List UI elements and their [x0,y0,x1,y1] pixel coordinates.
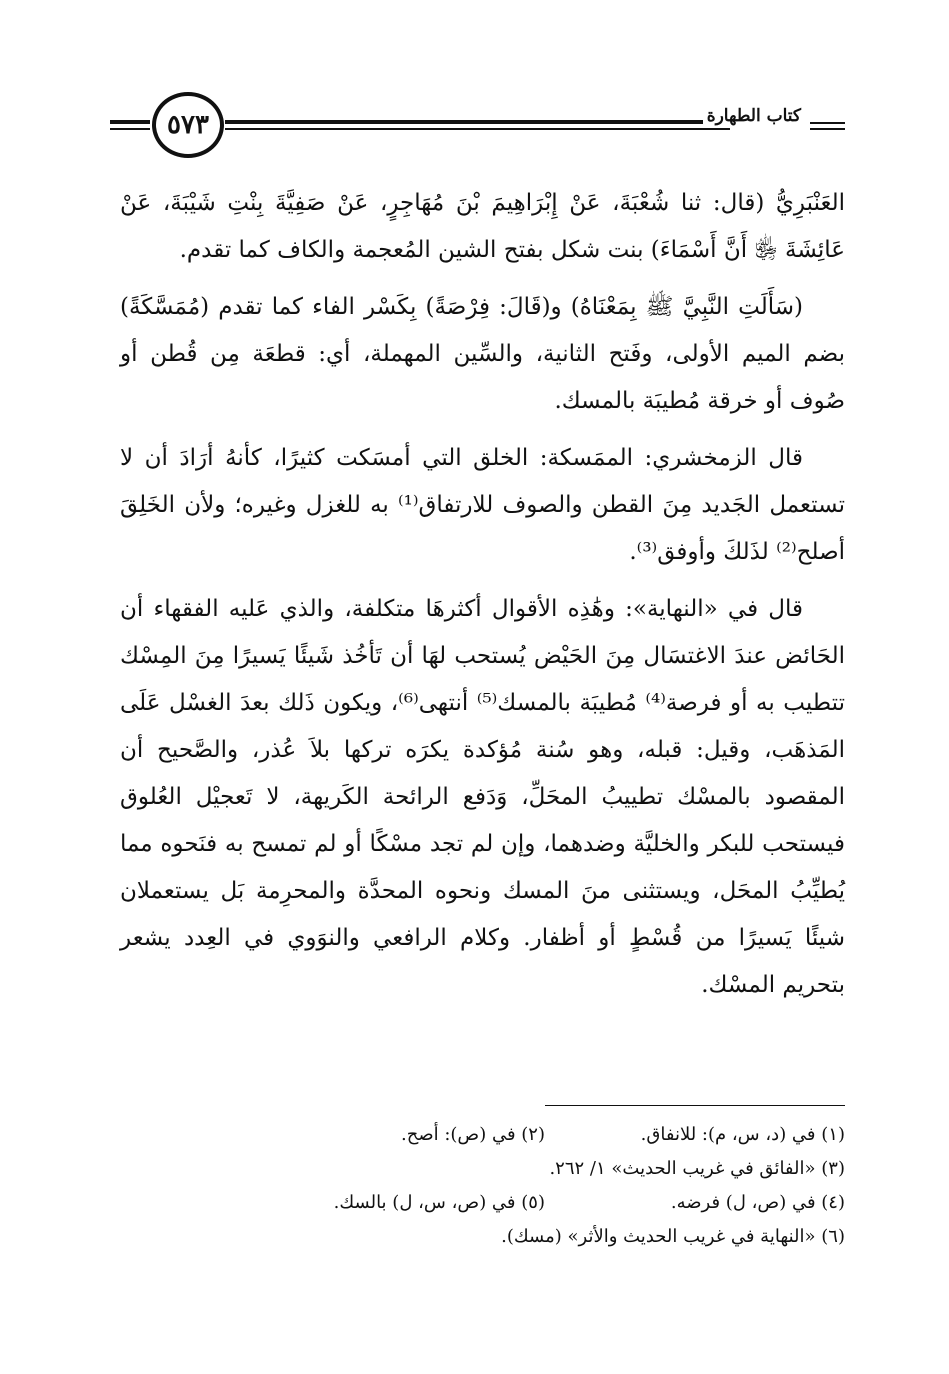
footnote: (٣) «الفائق في غريب الحديث» ١/ ٢٦٢. [549,1158,845,1179]
main-text [120,180,845,1019]
header-rule [810,128,845,130]
paragraph: قال الزمخشري: الممَسكة: الخلق التي أمسَكت كثيرًا، كأنهُ أرَادَ أن لا تستعمل الجَديد مِنَ القطن والصوف للارتفاق⁽¹⁾ به للغزل وغيره؛ ولأن الخَلِقَ أصلح⁽²⁾ لذَلكَ وأوفق⁽³⁾. [120,445,845,565]
header-rule [810,122,845,124]
footnote-row [120,1152,845,1186]
header-rule [225,120,730,124]
footnote: (٢) في (ص): أصح. [401,1124,545,1145]
footnote-row [120,1186,845,1220]
header-rule [110,128,150,130]
footnote-row [120,1118,845,1152]
header-rule [225,128,730,130]
paragraph: العَنْبَرِيُّ (قال: ثنا شُعْبَةَ، عَنْ إِبْرَاهِيمَ بْنَ مُهَاجِرٍ، عَنْ صَفِيَّةَ بِنْتِ شَيْبَةَ، عَنْ عَائِشَةَ ﵂ أَنَّ أَسْمَاءَ) بنت شكل بفتح الشين المُعجمة والكاف كما تقدم. [120,190,845,263]
paragraph: قال في «النهاية»: وهَٰذِه الأقوال أكثرهَا متكلفة، والذي عَليه الفقهاء أن الحَائض عندَ الاغتسَال مِنَ الحَيْض يُستحب لهَا أن تَأخُذ شَيئًا يَسيرًا مِنَ المِسْك تتطيب به أو فرصة⁽⁴⁾ مُطيبَة بالمسك⁽⁵⁾ أنتهى⁽⁶⁾، ويكون ذَلك بعدَ الغسْل عَلَى المَذهَب، وقيل: قبله، وهو سُنة مُؤكدة يكرَه تركها بلاَ عُذر، والصَّحيح أن المقصود بالمسْك تطييبُ المحَلِّ، وَدَفع الرائحة الكَريهة، لا تَعجيْل العُلوق فيستحب للبكر والخليَّة وضدهما، وإن لم تجد مسْكًا أو لم تمسح به فنَحوه مما يُطيِّبُ المحَل، ويستثنى منَ المسك ونحوه المحدَّة والمحرِمة بَل يستعملان شيئًا يَسيرًا من قُسْطٍ أو أظفار. وكلام الرافعي والنوَوي في العِدد يشعر بتحريم المسْك. [120,596,846,998]
footnote-row [120,1220,845,1254]
footnote: (١) في (د، س، م): للانفاق. [640,1124,845,1145]
footnote: (٦) «النهاية في غريب الحديث والأثر» (مسك). [501,1226,845,1247]
page-header [110,88,845,168]
page-number: ٥٧٣ [152,92,224,158]
footnote: (٤) في (ص، ل) فرضه. [670,1192,845,1213]
paragraph: (سَأَلَتِ النَّبِيَّ ﷺ بِمَعْنَاهُ) و(قَالَ: فِرْصَةً) بِكَسْر الفاء كما تقدم (مُمَسَّكَةً) بضم الميم الأولى، وفَتح الثانية، والسِّين المهملة، أي: قطعَة مِن قُطن أو صُوف أو خرقة مُطيبَة بالمسك. [120,294,845,414]
footnote: (٥) في (ص، س، ل) بالسك. [333,1192,545,1213]
header-rule [110,120,150,124]
footnotes [120,1118,845,1254]
footnote-divider [545,1105,845,1106]
running-title: كتاب الطهارة [703,106,805,126]
